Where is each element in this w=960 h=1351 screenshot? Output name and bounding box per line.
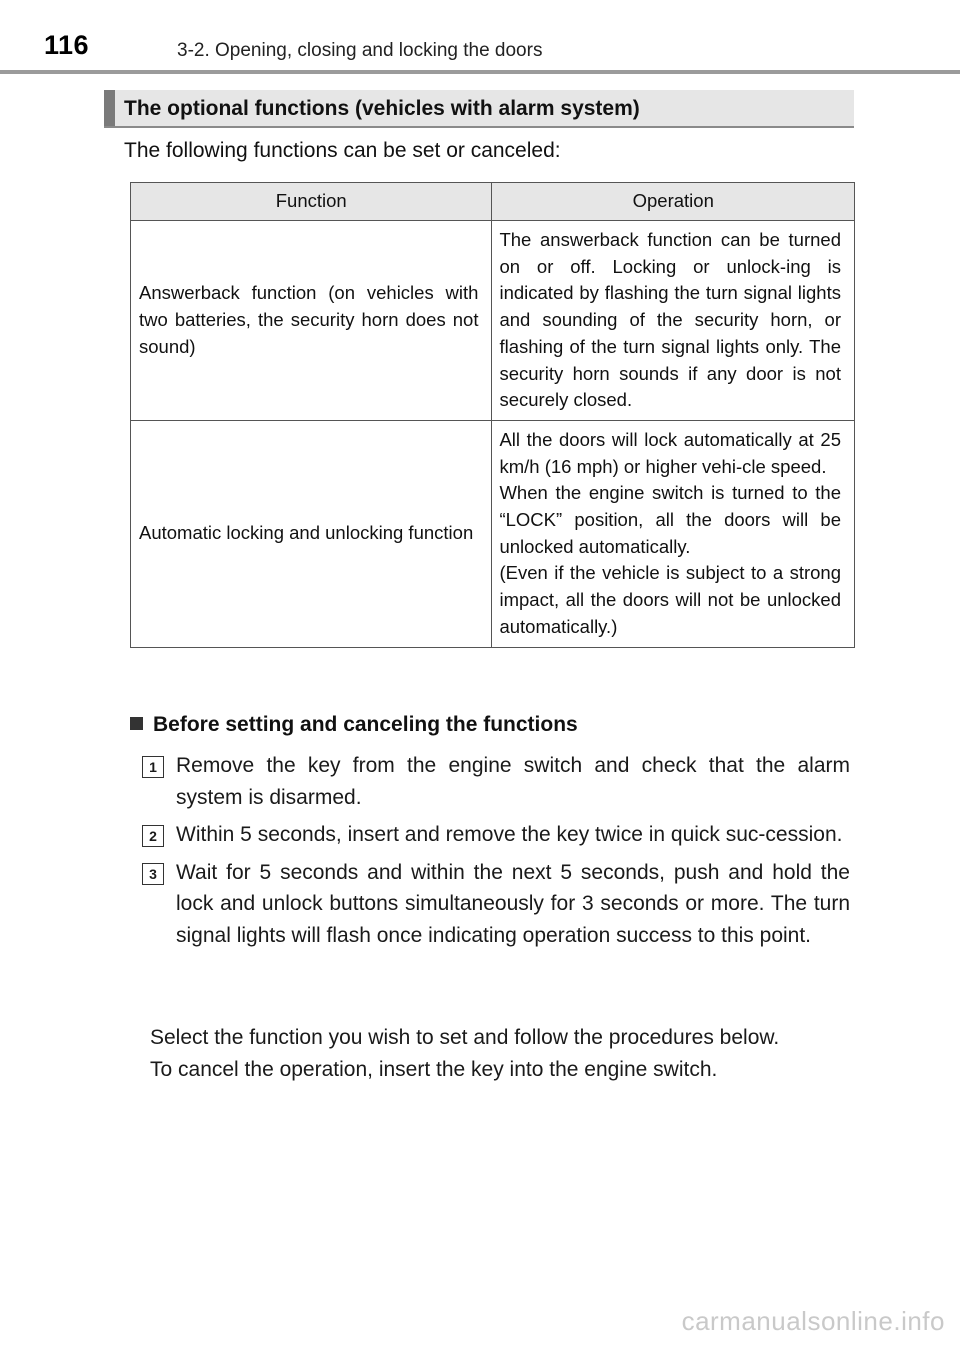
section-heading-text: The optional functions (vehicles with alarm system) xyxy=(124,97,640,120)
step-text: Within 5 seconds, insert and remove the key twice in quick suc-cession. xyxy=(176,823,843,846)
table-row xyxy=(131,221,855,421)
subsection-heading-text: Before setting and canceling the functions xyxy=(153,713,578,736)
function-cell: Answerback function (on vehicles with two batteries, the security horn does not sound) xyxy=(131,221,492,421)
step-number-badge: 3 xyxy=(142,863,164,885)
operation-text: (Even if the vehicle is subject to a strong impact, all the doors will not be unlocked automatically.) xyxy=(499,562,841,637)
section-heading xyxy=(104,90,854,128)
closing-instructions xyxy=(150,1022,855,1085)
functions-table xyxy=(130,182,855,648)
list-item xyxy=(142,819,850,851)
operation-cell xyxy=(492,221,855,421)
function-cell: Automatic locking and unlocking function xyxy=(131,420,492,647)
square-bullet-icon xyxy=(130,717,143,730)
step-number-badge: 2 xyxy=(142,825,164,847)
heading-accent-bar xyxy=(104,90,115,126)
operation-text: The answerback function can be turned on or off. Locking or unlock-ing is indicated by flashing the turn signal lights and sounding of the security horn, or flashing of the turn signal lights only. The security horn sounds if any door is not securely closed. xyxy=(499,229,841,411)
steps-list xyxy=(142,750,850,957)
column-header-function: Function xyxy=(131,183,492,221)
operation-text: When the engine switch is turned to the “LOCK” position, all the doors will be unlocked automatically. xyxy=(499,482,841,557)
step-number-badge: 1 xyxy=(142,756,164,778)
table-header-row xyxy=(131,183,855,221)
intro-text: The following functions can be set or canceled: xyxy=(124,139,561,162)
table-row xyxy=(131,420,855,647)
step-text: Remove the key from the engine switch and check that the alarm system is disarmed. xyxy=(176,754,850,809)
section-breadcrumb: 3-2. Opening, closing and locking the doors xyxy=(177,40,543,61)
operation-cell xyxy=(492,420,855,647)
page-number: 116 xyxy=(44,30,90,60)
subsection-heading xyxy=(130,713,578,737)
list-item xyxy=(142,750,850,813)
closing-line: To cancel the operation, insert the key into the engine switch. xyxy=(150,1057,718,1081)
page-header xyxy=(0,0,960,74)
operation-text: All the doors will lock automatically at 25 km/h (16 mph) or higher vehi-cle speed. xyxy=(499,428,841,477)
watermark: carmanualsonline.info xyxy=(681,1306,945,1336)
step-text: Wait for 5 seconds and within the next 5 seconds, push and hold the lock and unlock buttons simultaneously for 3 seconds or more. The turn signal lights will flash once indicating operation success to this point. xyxy=(176,860,850,947)
column-header-operation: Operation xyxy=(492,183,855,221)
closing-line: Select the function you wish to set and follow the procedures below. xyxy=(150,1026,780,1049)
list-item xyxy=(142,857,850,952)
header-divider xyxy=(0,70,960,74)
